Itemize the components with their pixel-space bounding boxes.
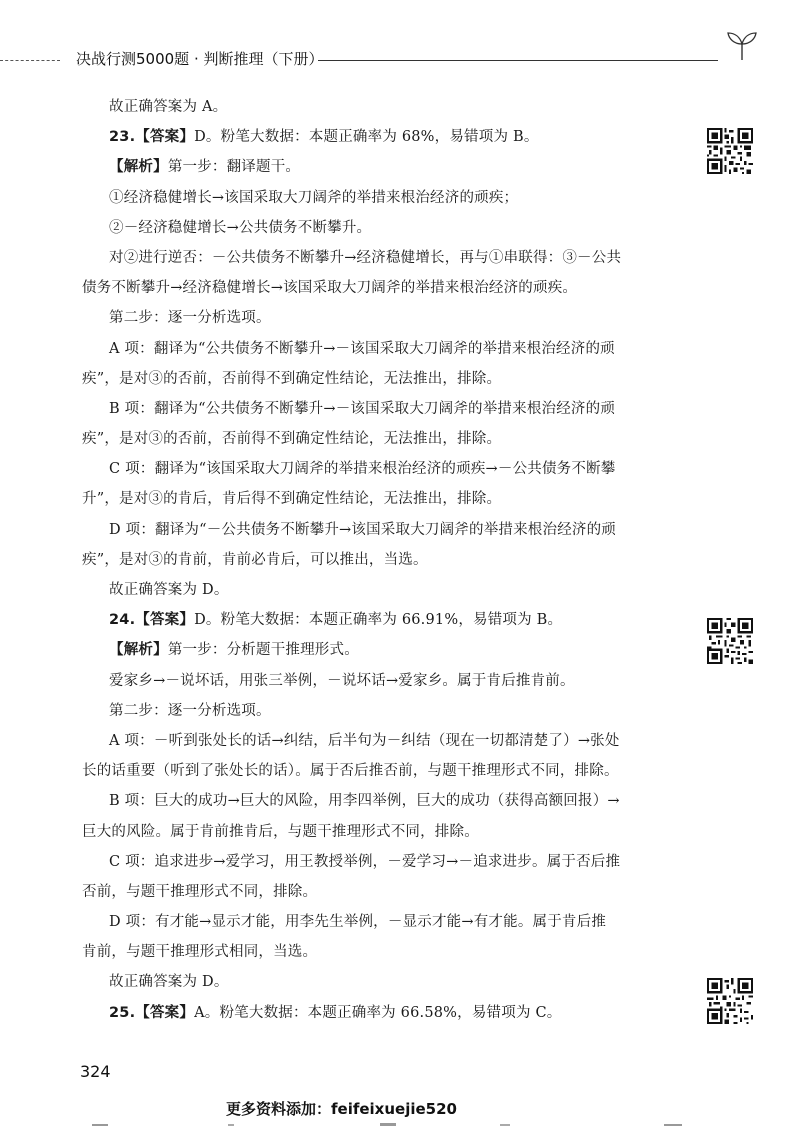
line-text: 巨大的风险。属于肯前推肯后，与题干推理形式不同，排除。: [82, 823, 479, 840]
line-text: A 项：－听到张处长的话→纠结，后半句为－纠结（现在一切都清楚了）→张处: [109, 732, 620, 749]
line-text: 爱家乡→－说坏话，用张三举例，－说坏话→爱家乡。属于肯后推肯前。: [109, 672, 575, 689]
text-line: [82, 786, 682, 816]
line-text: 否前，与题干推理形式不同，排除。: [82, 883, 318, 900]
text-line: [82, 424, 682, 454]
line-text: D。粉笔大数据：本题正确率为 68%，易错项为 B。: [194, 129, 539, 146]
book-title: 决战行测5000题 · 判断推理（下册）: [76, 50, 324, 68]
text-line: [82, 575, 682, 605]
line-text: D 项：翻译为“－公共债务不断攀升→该国采取大刀阔斧的举措来根治经济的顽: [109, 521, 616, 538]
text-line: [82, 394, 682, 424]
text-line: [82, 484, 682, 514]
text-line: [82, 364, 682, 394]
line-text: D 项：有才能→显示才能，用李先生举例，－显示才能→有才能。属于肯后推: [109, 914, 607, 931]
text-line: [82, 666, 682, 696]
line-text: A。粉笔大数据：本题正确率为 66.58%，易错项为 C。: [194, 1004, 562, 1021]
section-tag: 25.【答案】: [109, 1004, 195, 1021]
text-line: [82, 183, 682, 213]
text-line: [82, 847, 682, 877]
text-line: [82, 454, 682, 484]
section-tag: 【解析】: [109, 642, 168, 659]
section-tag: 24.【答案】: [109, 612, 195, 629]
text-line: [82, 756, 682, 786]
line-text: 第一步：分析题干推理形式。: [167, 642, 359, 659]
qr-code-question-23-icon[interactable]: [707, 128, 753, 174]
text-line: [82, 907, 682, 937]
line-text: C 项：追求进步→爱学习，用王教授举例，－爱学习→－追求进步。属于否后推: [109, 853, 621, 870]
line-text: 疾”，是对③的否前，否前得不到确定性结论，无法推出，排除。: [82, 431, 502, 448]
qr-code-question-25-icon[interactable]: [707, 978, 753, 1024]
text-line: [82, 817, 682, 847]
line-text: 故正确答案为 A。: [109, 99, 228, 115]
text-line: [82, 92, 682, 122]
text-line: [82, 243, 682, 273]
text-line: [82, 726, 682, 756]
line-text: 第二步：逐一分析选项。: [109, 310, 271, 327]
text-line: [82, 545, 682, 575]
line-text: 第二步：逐一分析选项。: [109, 702, 271, 719]
sprout-icon: [720, 30, 764, 62]
header-rule-right: [318, 60, 718, 61]
line-text: 债务不断攀升→经济稳健增长→该国采取大刀阔斧的举措来根治经济的顽疾。: [82, 280, 578, 297]
text-line: [82, 273, 682, 303]
qr-code-question-24-icon[interactable]: [707, 618, 753, 664]
text-line: [82, 605, 682, 635]
line-text: B 项：巨大的成功→巨大的风险，用李四举例，巨大的成功（获得高额回报）→: [109, 793, 620, 810]
text-line: [82, 122, 682, 152]
line-text: 长的话重要（听到了张处长的话）。属于否后推否前，与题干推理形式不同，排除。: [82, 763, 619, 780]
line-text: 疾”，是对③的肯前，肯前必肯后，可以推出，当选。: [82, 551, 428, 568]
text-line: [82, 303, 682, 333]
section-tag: 【解析】: [109, 159, 168, 176]
page-number: 324: [80, 1062, 111, 1081]
text-line: [82, 967, 682, 997]
line-text: 对②进行逆否：－公共债务不断攀升→经济稳健增长，再与①串联得：③－公共: [109, 249, 622, 266]
line-text: A 项：翻译为“公共债务不断攀升→－该国采取大刀阔斧的举措来根治经济的顽: [109, 340, 615, 357]
text-line: [82, 696, 682, 726]
line-text: D。粉笔大数据：本题正确率为 66.91%，易错项为 B。: [194, 612, 563, 629]
header-rule-left: [0, 60, 60, 61]
text-line: [82, 152, 682, 182]
section-tag: 23.【答案】: [109, 129, 195, 146]
line-text: ②－经济稳健增长→公共债务不断攀升。: [109, 219, 372, 236]
line-text: 故正确答案为 D。: [109, 974, 229, 991]
footer-watermark-note: 更多资料添加：feifeixuejie520: [226, 1100, 457, 1118]
text-line: [82, 515, 682, 545]
line-text: B 项：翻译为“公共债务不断攀升→－该国采取大刀阔斧的举措来根治经济的顽: [109, 400, 616, 417]
line-text: 升”，是对③的肯后，肯后得不到确定性结论，无法推出，排除。: [82, 491, 502, 508]
explanation-body: [82, 92, 682, 1028]
running-header: [0, 44, 800, 70]
line-text: 故正确答案为 D。: [109, 582, 229, 598]
text-line: [82, 334, 682, 364]
text-line: [82, 877, 682, 907]
line-text: ①经济稳健增长→该国采取大刀阔斧的举措来根治经济的顽疾；: [109, 189, 519, 206]
line-text: 第一步：翻译题干。: [167, 159, 301, 176]
line-text: 肯前，与题干推理形式相同，当选。: [82, 944, 318, 961]
text-line: [82, 937, 682, 967]
line-text: 疾”，是对③的否前，否前得不到确定性结论，无法推出，排除。: [82, 370, 502, 387]
text-line: [82, 998, 682, 1028]
text-line: [82, 635, 682, 665]
scan-artifact-marks: [0, 1122, 800, 1128]
text-line: [82, 213, 682, 243]
line-text: C 项：翻译为“该国采取大刀阔斧的举措来根治经济的顽疾→－公共债务不断攀: [109, 461, 616, 478]
